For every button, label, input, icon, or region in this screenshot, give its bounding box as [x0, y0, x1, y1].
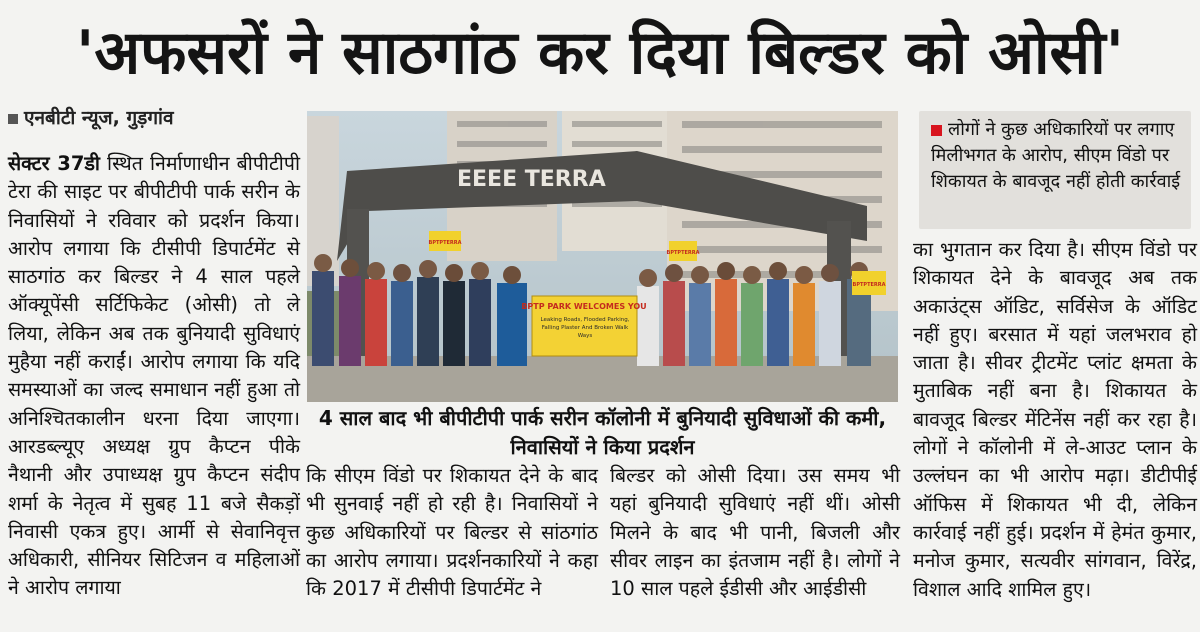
article-lead: सेक्टर 37डी — [8, 152, 100, 175]
headline: 'अफसरों ने साठगांठ कर दिया बिल्डर को ओसी' — [75, 18, 1125, 88]
article-column-2 — [306, 462, 598, 603]
placard-3-text: BPTPTERRA — [852, 282, 886, 288]
highlight-text: लोगों ने कुछ अधिकारियों पर लगाए मिलीभगत के आरोप, सीएम विंडो पर शिकायत के बावजूद नहीं होती कार्रवाई — [931, 119, 1181, 192]
protest-photo — [307, 111, 898, 402]
article-column-1 — [8, 150, 300, 603]
article-column-4-text: का भुगतान कर दिया है। सीएम विंडो पर शिकायत देने के बावजूद अब तक अकाउंट्स ऑडिट, सर्विसेज के ऑडिट नहीं हुए। बरसात में यहां जलभराव हो जाता है। सीवर ट्रीटमेंट प्लांट क्षमता के मुताबिक नहीं बना है। शिकायत के बावजूद बिल्डर मेंटिनेंस नहीं कर रहा है। लोगों ने कॉलोनी में ले-आउट प्लान के उल्लंघन का भी आरोप मढ़ा। डीटीपीई ऑफिस में शिकायत भी दी, लेकिन कार्रवाई नहीं हुई। प्रदर्शन में हेमंत कुमार, मनोज कुमार, सत्यवीर सांगवान, विरेंद्र, विशाल आदि शामिल हुए। — [913, 238, 1197, 601]
bullet-square-icon — [931, 125, 942, 136]
byline — [8, 104, 174, 130]
article-column-2-text: कि सीएम विंडो पर शिकायत देने के बाद भी सुनवाई नहीं हो रही है। निवासियों ने कुछ अधिकारियों पर बिल्डर से सांठगांठ का आरोप लगाया। प्रदर्शनकारियों ने कहा कि 2017 में टीसीपी डिपार्टमेंट ने — [306, 464, 598, 601]
banner-main-text: BPTP PARK WELCOMES YOU — [521, 302, 647, 311]
building-sign: EEEE TERRA — [457, 167, 606, 192]
placard-2-text: BPTPTERRA — [666, 250, 700, 256]
placard-1-text: BPTPTERRA — [428, 240, 462, 246]
highlight-box — [919, 111, 1191, 229]
byline-text: एनबीटी न्यूज, गुड़गांव — [24, 107, 174, 129]
article-column-3-text: बिल्डर को ओसी दिया। उस समय भी यहां बुनियादी सुविधाएं नहीं थीं। ओसी मिलने के बाद भी पानी, बिजली और सीवर लाइन का इंतजाम नहीं है। लोगों ने 10 साल पहले ईडीसी और आईडीसी — [610, 464, 900, 601]
article-column-4 — [913, 236, 1197, 604]
article-column-1-text: स्थित निर्माणाधीन बीपीटीपी टेरा की साइट पर बीपीटीपी पार्क सरीन के निवासियों ने रविवार को प्रदर्शन किया। आरोप लगाया कि टीसीपी डिपार्टमेंट से साठगांठ कर बिल्डर ने 4 साल पहले ऑक्यूपेंसी सर्टिफिकेट (ओसी) तो ले लिया, लेकिन अब तक बुनियादी सुविधाएं मुहैया नहीं कराईं। आरोप लगाया कि यदि समस्याओं का जल्द समाधान नहीं हुआ तो अनिश्चितकालीन धरना दिया जाएगा। आरडब्ल्यूए अध्यक्ष ग्रुप कैप्टन पीके नैथानी और उपाध्यक्ष ग्रुप कैप्टन संदीप शर्मा के नेतृत्व में सुबह 11 बजे सैकड़ों निवासी एकत्र हुए। आर्मी से सेवानिवृत्त अधिकारी, सीनियर सिटिजन व महिलाओं ने आरोप लगाया — [8, 152, 300, 600]
bullet-square-icon — [8, 114, 18, 124]
photo-caption: 4 साल बाद भी बीपीटीपी पार्क सरीन कॉलोनी में बुनियादी सुविधाओं की कमी, निवासियों ने किया प्रदर्शन — [318, 406, 887, 459]
banner-sub-text: Leaking Roads, Flooded Parking, Falling Plaster And Broken Walk Ways — [540, 317, 630, 339]
article-column-3 — [610, 462, 900, 603]
